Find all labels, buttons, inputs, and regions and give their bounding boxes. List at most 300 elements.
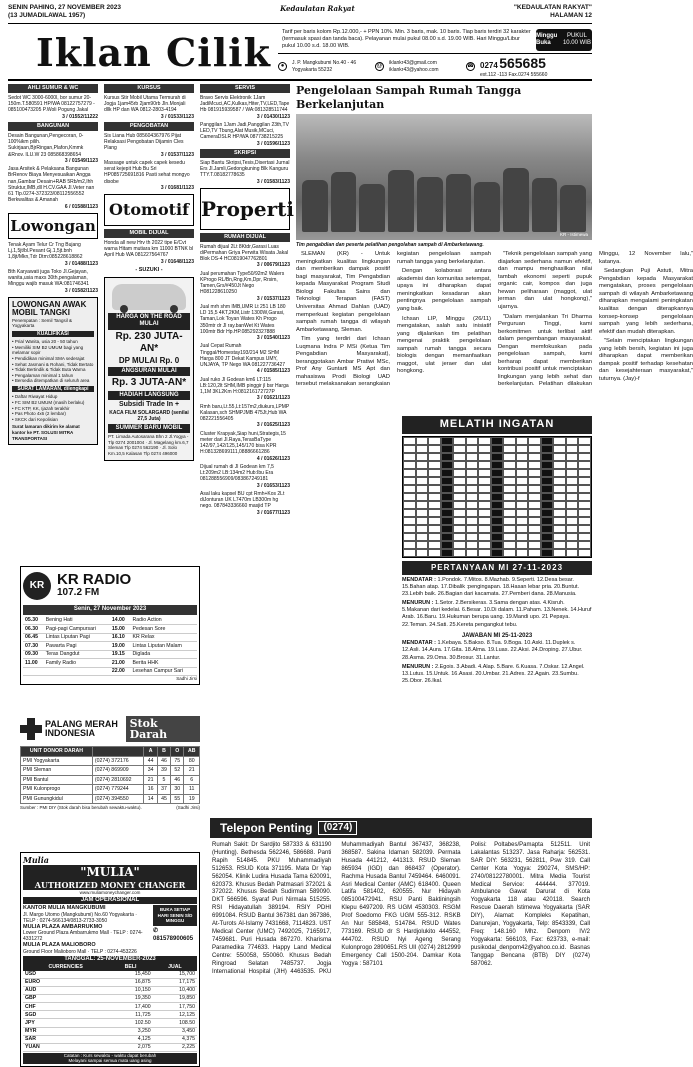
crossword-cell <box>503 533 516 541</box>
table-cell: 11 <box>184 785 200 795</box>
table-row <box>23 625 197 634</box>
crossword-cell <box>478 509 491 517</box>
crossword-cell <box>403 477 416 485</box>
crossword-cell <box>541 549 554 557</box>
crossword-cell <box>491 445 504 453</box>
page-number: HALAMAN 12 <box>550 11 592 19</box>
table-row <box>23 659 197 668</box>
crossword-cell <box>403 437 416 445</box>
table-cell: Family Radio <box>44 659 110 668</box>
article-paragraph: Tim yang terdiri dari Ichsan Luqmana Indra P MSi (Ketua Tim Pengabdian Masyarakat), beranggotakan Ambar Pratiwi MSc, Prof Any Guntarti MS Apt dan mahasiswa Prodi Biologi UAD tersebut melaksanakan serangkaian kegiatan pengelolaan sampah rumah tangga yang berkelanjutan. <box>296 251 491 388</box>
crossword-cell <box>503 485 516 493</box>
crossword-cell <box>428 549 441 557</box>
rate-date: TANGGAL: 25-NOVEMBER-2023 <box>23 956 197 964</box>
crossword-cell <box>453 469 466 477</box>
heading-servis: SERVIS <box>200 84 290 93</box>
table-cell: Pagi-pagi Campursari <box>44 625 110 634</box>
table-cell: 4,125 <box>108 1035 152 1043</box>
crossword-cell <box>503 549 516 557</box>
table-cell: 05.30 <box>23 617 44 625</box>
crossword-cell <box>403 445 416 453</box>
table-cell: 15,700 <box>153 971 197 979</box>
table-cell: PMI Sleman <box>21 766 93 776</box>
crossword-cell <box>403 461 416 469</box>
crossword-cell <box>503 461 516 469</box>
car-dp-label: DP MULAI <box>118 355 158 365</box>
table-cell: Teras Dangdut <box>44 650 110 659</box>
table-cell: CHF <box>23 1003 108 1011</box>
table-cell: 06.30 <box>23 625 44 634</box>
crossword-cell <box>528 493 541 501</box>
table-cell: 6 <box>184 775 200 785</box>
table-cell: PMI Bantul <box>21 775 93 785</box>
mulia-wa: 081578900605 <box>153 935 194 942</box>
table-row <box>23 971 197 979</box>
issue-hijri-date: (13 JUMADILAWAL 1957) <box>8 11 86 19</box>
classified-ad: Dijual rumah di Jl Godean km 7,5 Lt:209m2 LB:134m2 Hub:Ibu Era 081288556909/083867249181 3 / 01653/1123 <box>200 463 290 489</box>
table-cell: USD <box>23 971 108 979</box>
crossword-cell <box>528 461 541 469</box>
crossword-cell <box>553 469 566 477</box>
table-cell: 17,175 <box>153 979 197 987</box>
table-cell: 2,075 <box>108 1043 152 1051</box>
classified-ad: Massage untuk capek capek kesedu serat kejepit Hub Bu Sri HP085725691816 Pasti sehat mongyo disobe 3 / 01681/1123 <box>104 159 194 191</box>
crossword-cell <box>528 501 541 509</box>
table-cell: 45 <box>157 794 170 804</box>
article-paragraph: "Teknik pengelolaan sampah yang diajarkan sederhana namun efektif, dan mampu menghasilkan nilai tambah ekonomi seperti pupuk organic cair, kompos dan juga hewan peliharaan (maggot, ulat jerman dan ulat hongkong)," ujarnya. <box>498 251 592 310</box>
crossword-cell <box>541 493 554 501</box>
crossword-cell <box>528 469 541 477</box>
mulia-subtitle: AUTHORIZED MONEY CHANGER <box>23 880 197 890</box>
crossword-cell <box>478 549 491 557</box>
email-icon: @ <box>375 62 384 71</box>
crossword-cell <box>478 461 491 469</box>
table-cell: YUAN <box>23 1043 108 1051</box>
crossword-cell <box>428 461 441 469</box>
clues-mendatar: MENDATAR : 1.Pondok. 7.Mitos. 8.Mazhab. 9.Seperti. 12.Desa besar. 15.Bahan atap. 17.Dibalik :pengingapan. 18.Hasan lebar pria. 20.Buntut. 23.Lebih baik. 26.Bagian dari kacamata. 27.Pemberi dana. 28.Manusia. <box>402 576 580 598</box>
phone-main: 565685 <box>499 54 546 71</box>
table-row <box>23 1003 197 1011</box>
table-cell: 37 <box>157 785 170 795</box>
crossword-title: MELATIH INGATAN <box>402 416 592 434</box>
crossword-cell <box>453 525 466 533</box>
table-row <box>23 633 197 642</box>
crossword-cell <box>541 437 554 445</box>
crossword-cell <box>416 533 429 541</box>
job-footer: Surat lamaran dikirim ke alamat kantor ke PT. SOLUSI MITRA TRANSPORTASI <box>12 424 80 441</box>
article-headline: Pengelolaan Sampah Rumah Tangga Berkelanjutan <box>296 84 522 111</box>
list-item: • Pas Photo 4x6 (2 lembar) <box>12 411 66 417</box>
crossword-cell <box>478 445 491 453</box>
job-title: LOWONGAN AWAK MOBIL TANGKI <box>12 299 87 318</box>
crossword-cell <box>553 549 566 557</box>
crossword-cell <box>491 493 504 501</box>
blood-title: Stok Darah <box>126 716 200 742</box>
crossword-cell <box>416 501 429 509</box>
table-cell: 16 <box>144 785 157 795</box>
crossword-cell <box>441 469 454 477</box>
classified-ad: Jual Cepat Rumah Tinggal/Homestay193/214 M2 SHM Harga 800 JT Dekat Kampus UMY, UNJAYA, TP Nego WA 081227736427 4 / 01585/1123 <box>200 343 290 375</box>
job-location: Penempatan : Semil Tangsil & Yogyakarta <box>12 317 72 329</box>
table-cell: 80 <box>184 756 200 766</box>
crossword-cell <box>578 469 591 477</box>
crossword-cell <box>453 453 466 461</box>
section-title: Iklan Cilik <box>36 30 271 75</box>
article-paragraph: "Dalam menjalankan Tri Dharma Perguruan Tinggi, kami berkomitmen untuk terlibat aktif dalam pengembangan masyarakat. Dengan memfokuskan pada pengelolaan sampah, kami berharap dapat memberikan kontribusi positif untuk menciptakan lingkungan yang lebih sehat dan berkelanjutan. Pelatihan dilakukan Minggu, 12 November lalu," katanya. <box>498 251 693 388</box>
crossword-cell <box>491 485 504 493</box>
badge-time: PUKUL 10.00 WIB <box>562 33 591 46</box>
crossword-cell <box>466 461 479 469</box>
crossword-cell <box>578 453 591 461</box>
crossword-cell <box>428 509 441 517</box>
crossword-cell <box>441 485 454 493</box>
table-header: CURRENCIES <box>23 963 108 971</box>
crossword-cell <box>441 461 454 469</box>
classified-column-3 <box>200 84 294 518</box>
table-row <box>23 1011 197 1019</box>
heading-pengobatan: PENGOBATAN <box>104 122 194 131</box>
crossword-cell <box>566 525 579 533</box>
radio-note: Sadhi Jirsi <box>176 676 197 681</box>
heading-rumah-dijual: RUMAH DIJUAL <box>200 233 290 242</box>
table-cell: Diglada <box>131 650 197 659</box>
crossword-cell <box>528 453 541 461</box>
classified-ad: Sis Liana Hub 085604367976 Pijat Relaksasi Pengobatan Dijamin Cles Plang 3 / 01537/1123 <box>104 132 194 158</box>
crossword-cell <box>466 517 479 525</box>
list-item: • FC SIM B2 UMUM (masih berlaku) <box>12 399 85 405</box>
table-cell: Bening Hati <box>44 617 110 625</box>
table-cell: (0274) 372176 <box>92 756 144 766</box>
crossword-cell <box>553 541 566 549</box>
table-cell: 19.00 <box>110 642 131 651</box>
table-cell: GBP <box>23 995 108 1003</box>
list-item: • Bersedia ditempatkan di seluruh area <box>12 378 90 384</box>
crossword-cell <box>403 453 416 461</box>
table-cell: PMI Kulonprogo <box>21 785 93 795</box>
email-2[interactable]: iklankr43@yahoo.com <box>389 66 439 73</box>
table-cell: 3,450 <box>153 1027 197 1035</box>
radio-date: Senin, 27 November 2023 <box>23 605 197 615</box>
heading-kursus: KURSUS <box>104 84 194 93</box>
crossword-cell <box>578 509 591 517</box>
crossword-cell <box>478 501 491 509</box>
crossword-cell <box>578 437 591 445</box>
blood-footnote: Sumber : PMI DIY (Stok darah bisa berubah sewaktu-waktu). (Sadhi Jirsi) <box>20 805 200 810</box>
crossword-cell <box>491 437 504 445</box>
job-requirements <box>12 339 94 384</box>
table-cell: 46 <box>171 775 184 785</box>
crossword-cell <box>566 477 579 485</box>
crossword-cell <box>428 453 441 461</box>
crossword-cell <box>541 453 554 461</box>
crossword-cell <box>466 493 479 501</box>
crossword-cell <box>453 517 466 525</box>
rates-table <box>23 963 197 1051</box>
classified-ad: Honda all new Hrv th 2022 tipe E/Cvt warna Hitam mutiara km 11000 BTNK bl April Hub WA 081227564767 3 / 01648/1123 <box>104 239 194 265</box>
phone-icon: ☎ <box>466 62 475 71</box>
car-angs-head: ANGSURAN MULAI <box>108 367 190 377</box>
crossword-cell <box>478 469 491 477</box>
mulia-hours: JAM OPERASIONAL <box>23 897 197 905</box>
crossword-cell <box>578 493 591 501</box>
crossword-cell <box>416 525 429 533</box>
crossword-cell <box>541 525 554 533</box>
table-cell: 75 <box>171 756 184 766</box>
branch-3-name: MULIA PLAZA MALIOBORO <box>23 942 96 949</box>
crossword-cell <box>566 517 579 525</box>
crossword-cell <box>516 509 529 517</box>
crossword-cell <box>553 525 566 533</box>
crossword-cell <box>478 437 491 445</box>
crossword-cell <box>453 493 466 501</box>
table-cell: 17,750 <box>153 1003 197 1011</box>
crossword-cell <box>428 469 441 477</box>
crossword-cell <box>528 485 541 493</box>
crossword-cell <box>466 533 479 541</box>
table-cell: 34 <box>144 766 157 776</box>
crossword-cell <box>541 533 554 541</box>
crossword-cell <box>453 485 466 493</box>
email-1[interactable]: iklankr43@gmail.com <box>389 60 437 67</box>
crossword-cell <box>541 501 554 509</box>
table-cell: AUD <box>23 987 108 995</box>
table-cell: 108.50 <box>153 1019 197 1027</box>
crossword-cell <box>403 501 416 509</box>
top-bar <box>8 4 592 24</box>
crossword-cell <box>478 541 491 549</box>
crossword-cell <box>428 477 441 485</box>
crossword-cell <box>503 437 516 445</box>
crossword-cell <box>553 509 566 517</box>
classified-ad: Bravo Servis Elektronik 1Jam JadiMcuci,AC,Kulkas,Hiter,TV,LED,Tape Hb 081915939587 / WA:081328511744 3 / 01430/1123 <box>200 94 290 120</box>
location-icon: ● <box>278 62 287 71</box>
crossword-cell <box>478 525 491 533</box>
crossword-cell <box>516 445 529 453</box>
table-header: AB <box>184 747 200 757</box>
crossword-cell <box>478 485 491 493</box>
crossword-cell <box>553 517 566 525</box>
crossword-cell <box>528 437 541 445</box>
car-price: Rp. 230 JUTA-AN* <box>115 330 183 355</box>
crossword-cell <box>566 501 579 509</box>
classified-ad: Jasa Arsitek & Pelaksana Bangunan BrRenov Biaya Menyesuaikan Angga nan,Gambar Desain+RAB 5Rb/m2,Ihh Struktur,IMB,dll H.CV.GAA Jl.Veter nan 61 Tlp.0274-372323/08112556552 Berkwalitas & Amanah 6 / 01588/1123 <box>8 166 98 210</box>
crossword-section <box>402 416 592 685</box>
table-row <box>21 756 200 766</box>
crossword-cell <box>553 533 566 541</box>
crossword-cell <box>541 517 554 525</box>
job-ad-box <box>8 297 98 446</box>
table-cell: Lintas Liputan Malam <box>131 642 197 651</box>
article-paragraph: Ichsan LIP, Minggu (26/11) mengatakan, salah satu inisiatif yang dijalankan tim pelatihan mengenai praktik pengelolaan sampah rumah tangga secara biologis dengan memanfaatkan maggot, ulat jeraer dan ulat hongkong. <box>397 315 491 375</box>
crossword-cell <box>466 469 479 477</box>
whatsapp-icon: ✆ <box>153 928 159 934</box>
table-cell: 19,850 <box>153 995 197 1003</box>
table-cell: 07.30 <box>23 642 44 651</box>
table-cell: 39 <box>157 766 170 776</box>
table-cell: 3,250 <box>108 1027 152 1035</box>
table-row <box>21 785 200 795</box>
table-header: JUAL <box>153 963 197 971</box>
crossword-cell <box>541 509 554 517</box>
crossword-cell <box>416 485 429 493</box>
classified-ad: Jual mrh shm IMB,UMR Lt 251 LB 180 LD 15,5 4KT,2KM,Listr 1300W,Garasi, Taman,Lok Toyan Wates Kh Progo 350mtr dr Jl ray.banWet Kt Wates 100mtr Bdr Hp.HP.085292327888 3 / 01540/1123 <box>200 303 290 342</box>
job-req-head: KUALIFIKASI <box>12 331 94 337</box>
list-item: • Pendidikan minimal SMA sederajat <box>12 355 85 361</box>
rates-note-2: Melayani sampai semua mata uang asing <box>68 1058 152 1064</box>
article-photo <box>296 114 592 240</box>
crossword-cell <box>578 549 591 557</box>
mulia-open-button: BUKA SETIAP HARI SENIN S/D MINGGU <box>153 905 197 926</box>
table-cell: 30 <box>171 785 184 795</box>
crossword-cell <box>578 541 591 549</box>
heading-mobil-dijual: MOBIL DIJUAL <box>104 229 194 238</box>
table-cell: 21.00 <box>110 659 131 668</box>
table-header <box>92 747 144 757</box>
table-cell: 06.45 <box>23 633 44 642</box>
table-cell: Pawarta Pagi <box>44 642 110 651</box>
crossword-cell <box>566 461 579 469</box>
car-promo-head: HARGA ON THE ROAD MULAI <box>108 313 190 330</box>
issue-date: SENIN PAHING, 27 NOVEMBER 2023 <box>8 4 121 11</box>
crossword-cell <box>516 541 529 549</box>
crossword-cell <box>528 477 541 485</box>
branch-3-address: Ground Floor Malioboro Mall · TELP : 0274-453226 <box>23 948 137 955</box>
crossword-cell <box>566 453 579 461</box>
crossword-cell <box>541 541 554 549</box>
crossword-cell <box>428 541 441 549</box>
crossword-cell <box>441 453 454 461</box>
heading-bangunan: BANGUNAN <box>8 122 98 131</box>
crossword-cell <box>453 445 466 453</box>
table-cell: SAR <box>23 1035 108 1043</box>
crossword-cell <box>491 533 504 541</box>
crossword-cell <box>553 453 566 461</box>
article-paragraph: "Selain menciptakan lingkungan yang lebih bersih, kegiatan ini juga diharapkan dapat memberikan dampak positif terhadap kesehatan dan kesejahteraan masyarakat," tuturnya. (Jay)-f <box>599 338 693 382</box>
crossword-cell <box>528 533 541 541</box>
red-cross-icon <box>20 718 41 740</box>
table-row <box>23 617 197 625</box>
branch-2-address: Lower Ground Plaza Ambarrukmo Mall · TELP : 0274-4331272 <box>23 930 143 943</box>
crossword-cell <box>528 549 541 557</box>
crossword-cell <box>416 437 429 445</box>
table-header: O <box>171 747 184 757</box>
crossword-cell <box>578 517 591 525</box>
crossword-cell <box>541 445 554 453</box>
table-cell: 19,350 <box>108 995 152 1003</box>
telepon-body <box>210 838 592 1048</box>
job-doc-head: SURAT LAMARAN, dilengkapi <box>12 386 94 392</box>
table-cell: (0274) 394550 <box>92 794 144 804</box>
table-cell: 12,125 <box>153 1011 197 1019</box>
crossword-cell <box>428 485 441 493</box>
crossword-cell <box>528 445 541 453</box>
car-image <box>112 284 186 310</box>
crossword-cell <box>416 469 429 477</box>
badge-days: Minggu Buka <box>536 33 558 46</box>
crossword-cell <box>566 549 579 557</box>
classified-ad: Rumah dijual 2Lt 8Ktdr,Garasi Luas diPermahan Griya Perwita Wisata Jakal Blok DS-4 HC0819047762801 3 / 00679/1123 <box>200 243 290 269</box>
crossword-cell <box>466 453 479 461</box>
table-row <box>21 775 200 785</box>
crossword-cell <box>478 533 491 541</box>
table-cell: 5 <box>157 775 170 785</box>
crossword-cell <box>516 453 529 461</box>
list-item: • SKCK dari Kepolisian <box>12 416 58 422</box>
crossword-cell <box>491 469 504 477</box>
crossword-cell <box>516 549 529 557</box>
table-cell: 15,450 <box>108 971 152 979</box>
table-cell: 22.00 <box>110 667 131 676</box>
crossword-cell <box>441 437 454 445</box>
telepon-penting <box>210 818 592 1048</box>
table-cell: 21 <box>184 766 200 776</box>
publication-name: "KEDAULATAN RAKYAT" <box>513 4 592 11</box>
crossword-cell <box>516 477 529 485</box>
crossword-cell <box>553 493 566 501</box>
crossword-cell <box>516 485 529 493</box>
crossword-cell <box>416 493 429 501</box>
table-row <box>23 995 197 1003</box>
mulia-website[interactable]: www.muliamoneychanger.com <box>79 890 141 895</box>
crossword-cell <box>503 501 516 509</box>
crossword-cell <box>403 485 416 493</box>
table-cell: 09.30 <box>23 650 44 659</box>
branch-1-name: KANTOR MULIA MANGKUBUMI <box>23 905 106 912</box>
classified-ad: Panggilan 1Jam Jadi,Panggilan 23th,TV LED,TV Tbung,Alat Musik,MCuci, CameraDSLR HP/WA 087738215225 3 / 01596/1123 <box>200 121 290 147</box>
crossword-cell <box>566 533 579 541</box>
crossword-cell <box>441 509 454 517</box>
crossword-cell <box>416 509 429 517</box>
crossword-cell <box>453 541 466 549</box>
category-otomotif: Otomotif <box>104 194 194 226</box>
classified-column-1 <box>8 84 98 445</box>
telepon-police: Polisi: Poltabes/Pamapta 512511. Unit Lakalantas 513237. Jasa Raharja: 562531. SAR DIY: 563231, 562811, Psw 319. Call Center Kota Yogya: 290274, SMS/HP: 2740/08122780001. Mitra Media Tourist Medical Service: 444444. 377019. Ambulance Gawat Darurat di Kota Yogyakarta 118 atau 420118. Search Rescue Daerah Istimewa Yogyakarta (SAR DIY), Alamat: Kompleks Kepatihan, Danurejan, Yogyakarta, Telp: 8543339, Call Freq: 148.160 Mhz. Denpom IV/2 Yogyakarta: 566103, Fax: 623733, e-mail: pusikodal_denpom42@yahoo.co.id. Basnas Tanggap Bencana (BTB) DIY (0274) 587062. <box>470 842 590 967</box>
crossword-cell <box>453 477 466 485</box>
branch-1-address: Jl. Margo Utomo (Mangkubumi) No.60 Yogyakarta · TELP : 0274-566134/0813-2733-3050 <box>23 911 137 924</box>
car-dp: Rp. 0 <box>159 355 180 365</box>
telepon-header <box>210 818 592 838</box>
crossword-cell <box>403 525 416 533</box>
crossword-cell <box>516 517 529 525</box>
classified-ad: Jual perumahan Type50/92m2 Walers KProgo RL/Bn,Rng,Km,Dpr, Rrsim, Tamen,Grs/#450Jt Nego H081228610250 3 / 01537/1123 <box>200 270 290 302</box>
crossword-cell <box>416 461 429 469</box>
crossword-grid <box>402 436 592 558</box>
table-cell: 11,725 <box>108 1011 152 1019</box>
crossword-cell <box>466 501 479 509</box>
table-header: BELI <box>108 963 152 971</box>
heading-sumur: AHLI SUMUR & WC <box>8 84 98 93</box>
photo-caption: Tim pengabdian dan peserta pelatihan pengolahan sampah di Ambarketawang. <box>296 242 484 248</box>
crossword-cell <box>553 501 566 509</box>
article-body <box>296 251 693 391</box>
publication-logo: Kedaulatan Rakyat <box>280 4 355 13</box>
table-row <box>23 979 197 987</box>
list-item: • Tidak Bertindik & Tidak Buta Warna <box>12 367 86 373</box>
crossword-cell <box>453 461 466 469</box>
crossword-cell <box>453 533 466 541</box>
tariff-info: Tarif per baris kolom Rp.12.000,- + PPN 10%. Min. 3 baris, mak. 10 baris. Tiap baris terdiri 32 karakter (termasuk spasi dan tanda baca). Pelayanan mulai pukul 08.00 s.d. 19.00 WIB. Hari Minggu/Libur pukul 10.00 s.d. 18.00 WIB. <box>282 29 531 49</box>
crossword-cell <box>553 445 566 453</box>
classified-ad: Rmh baru,Lt.55,Lt:157m2,diukurs,LPMP Kalasan,sch SHMPJMB 475Jt,Hub WA 082221556405 3 / 01625/1123 <box>200 403 290 429</box>
table-cell: PMI Yogyakarta <box>21 756 93 766</box>
crossword-cell <box>453 549 466 557</box>
crossword-cell <box>541 477 554 485</box>
crossword-cell <box>491 477 504 485</box>
table-cell: 11.00 <box>23 659 44 668</box>
answers-title: JAWABAN MI 25-11-2023 <box>461 632 533 639</box>
table-cell: 14.00 <box>110 617 131 625</box>
mulia-title: "MULIA" <box>23 865 197 880</box>
